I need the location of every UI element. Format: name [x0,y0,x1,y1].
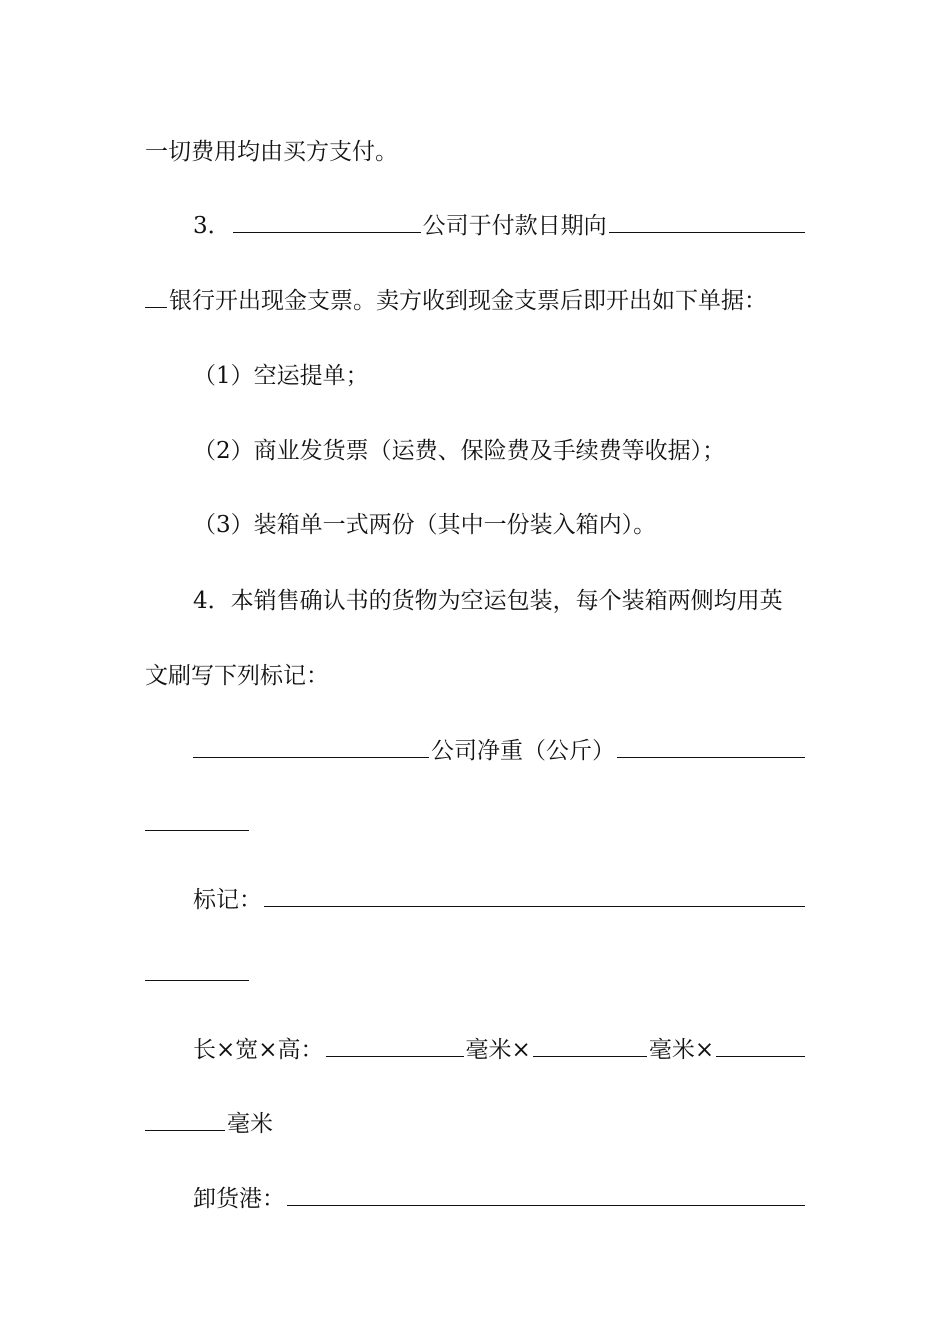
port-blank[interactable] [287,1183,805,1206]
text-line-marks-cont [145,958,807,992]
dimensions-label: 长×宽×高： [193,1037,324,1063]
text-line-payment-clause [193,209,807,243]
net-weight-blank-cont[interactable] [145,808,249,831]
marks-label: 标记： [193,887,262,913]
length-blank[interactable] [326,1034,464,1057]
company-name-blank[interactable] [233,210,421,233]
net-weight-blank[interactable] [617,735,805,758]
text-line-net-weight-cont [145,808,807,842]
text-line-marks [193,883,807,917]
doc-item-2: （2）商业发货票（运费、保险费及手续费等收据）； [193,438,726,464]
marks-blank[interactable] [264,884,805,907]
port-label: 卸货港： [193,1186,285,1212]
marks-blank-cont[interactable] [145,958,249,981]
net-weight-label: 公司净重（公斤） [431,738,615,764]
bank-name-blank[interactable] [609,210,805,233]
text-line-bank [145,284,807,318]
text-line-net-weight [193,734,807,768]
bank-name-blank-cont[interactable] [145,285,167,308]
text-line-expenses: 一切费用均由买方支付。 [145,139,398,165]
clause-text: 公司于付款日期向 [422,213,607,239]
text-line-dimensions-cont [145,1107,807,1141]
text-line-marks-intro: 文刷写下列标记： [145,663,329,689]
clause-number: 3． [193,213,231,239]
clause-text: 银行开出现金支票。卖方收到现金支票后即开出如下单据： [169,288,767,314]
doc-item-3: （3）装箱单一式两份（其中一份装入箱内）。 [193,512,657,538]
height-blank-cont[interactable] [145,1108,225,1131]
text-line-dimensions [193,1033,807,1067]
unit-mm: 毫米 [227,1111,273,1137]
text-line-packing-clause: 4．本销售确认书的货物为空运包装，每个装箱两侧均用英 [193,588,783,614]
company-name-blank-2[interactable] [193,735,429,758]
unit-mm-x-1: 毫米× [465,1037,531,1063]
text-line-port [193,1182,807,1216]
width-blank[interactable] [533,1034,647,1057]
height-blank[interactable] [716,1034,805,1057]
unit-mm-x-2: 毫米× [648,1037,715,1063]
doc-item-1: （1）空运提单； [193,363,369,389]
